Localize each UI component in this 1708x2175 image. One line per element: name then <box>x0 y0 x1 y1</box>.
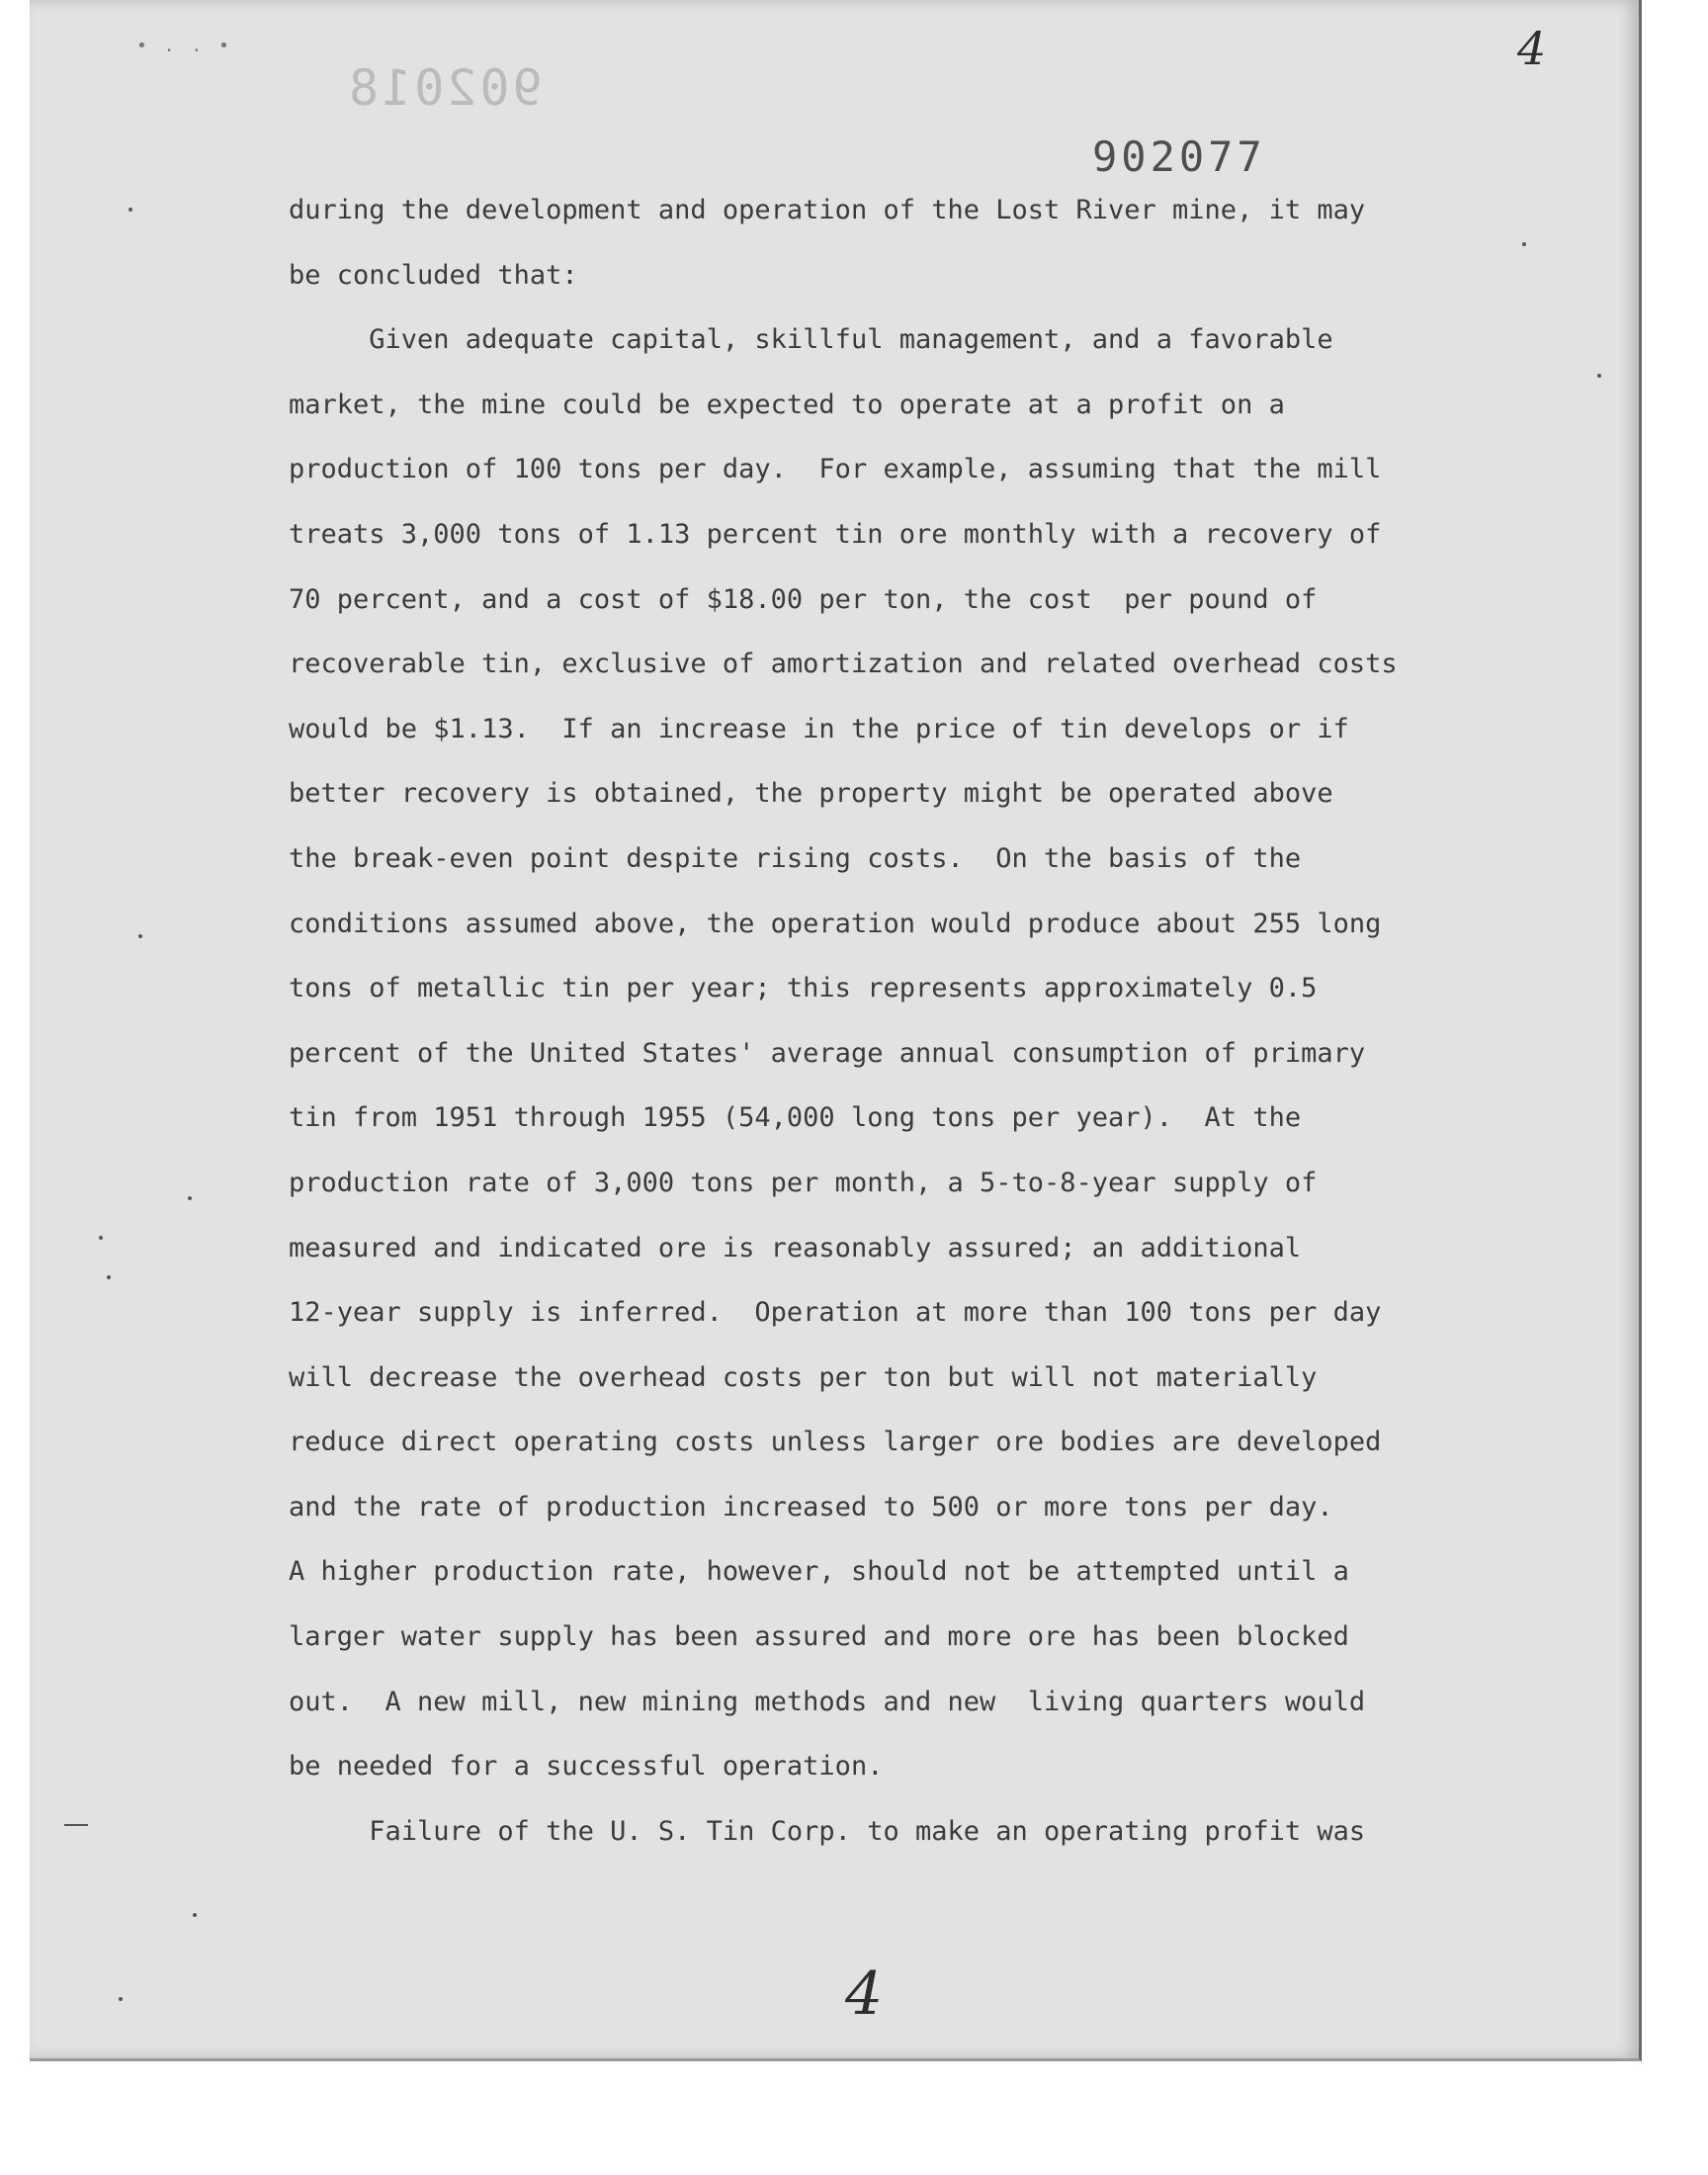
handwritten-page-number-bottom: 4 <box>845 1959 884 2029</box>
text-line: market, the mine could be expected to operate at a profit on a <box>289 389 1285 420</box>
text-line: would be $1.13. If an increase in the price of tin develops or if <box>289 713 1349 744</box>
scan-speck <box>99 1236 103 1240</box>
text-line: be concluded that: <box>289 259 578 291</box>
text-line: tons of metallic tin per year; this represents approximately 0.5 <box>289 973 1318 1004</box>
scan-speck <box>107 1275 111 1279</box>
text-line: conditions assumed above, the operation would produce about 255 long <box>289 908 1382 939</box>
text-line: the break-even point despite rising costs. On the basis of the <box>289 842 1302 874</box>
text-line: 70 percent, and a cost of $18.00 per ton, the cost per pound of <box>289 583 1318 615</box>
scan-speck <box>193 1913 197 1917</box>
scan-speck <box>188 1196 192 1200</box>
text-line: larger water supply has been assured and more ore has been blocked <box>289 1621 1349 1653</box>
text-line: percent of the United States' average annual consumption of primary <box>289 1037 1366 1069</box>
scan-speck <box>1522 242 1526 246</box>
handwritten-page-number-top: 4 <box>1517 22 1547 75</box>
scanned-page <box>30 0 1642 2061</box>
text-line: and the rate of production increased to 500 or more tons per day. <box>289 1491 1333 1522</box>
scan-speck <box>128 208 132 212</box>
text-line: A higher production rate, however, should not be attempted until a <box>289 1556 1349 1588</box>
text-line: Failure of the U. S. Tin Corp. to make an operating profit was <box>289 1815 1366 1847</box>
text-line: recoverable tin, exclusive of amortization and related overhead costs <box>289 649 1398 680</box>
text-line: during the development and operation of the Lost River mine, it may <box>289 195 1366 225</box>
text-line: 12-year supply is inferred. Operation at more than 100 tons per day <box>289 1297 1382 1329</box>
margin-mark <box>64 1824 88 1826</box>
text-line: reduce direct operating costs unless larger ore bodies are developed <box>289 1427 1382 1458</box>
scan-speck <box>1597 374 1601 378</box>
corner-marks: • . . • <box>136 36 232 56</box>
text-line: production rate of 3,000 tons per month, a 5-to-8-year supply of <box>289 1167 1318 1198</box>
text-line: better recovery is obtained, the property might be operated above <box>289 778 1333 810</box>
faded-stamp-number: 902018 <box>346 59 543 117</box>
text-line: production of 100 tons per day. For example, assuming that the mill <box>289 454 1382 485</box>
text-line: Given adequate capital, skillful management, and a favorable <box>289 324 1333 356</box>
scan-speck <box>119 1997 123 2001</box>
typed-body-text <box>289 178 1475 1864</box>
text-line: measured and indicated ore is reasonably assured; an additional <box>289 1232 1302 1263</box>
text-line: will decrease the overhead costs per ton but will not materially <box>289 1361 1318 1393</box>
text-line: tin from 1951 through 1955 (54,000 long tons per year). At the <box>289 1102 1302 1134</box>
scan-speck <box>138 934 142 938</box>
text-line: treats 3,000 tons of 1.13 percent tin ore monthly with a recovery of <box>289 518 1382 550</box>
text-line: out. A new mill, new mining methods and new living quarters would <box>289 1686 1366 1717</box>
document-number-stamp: 902077 <box>1092 132 1266 181</box>
text-line: be needed for a successful operation. <box>289 1751 884 1783</box>
